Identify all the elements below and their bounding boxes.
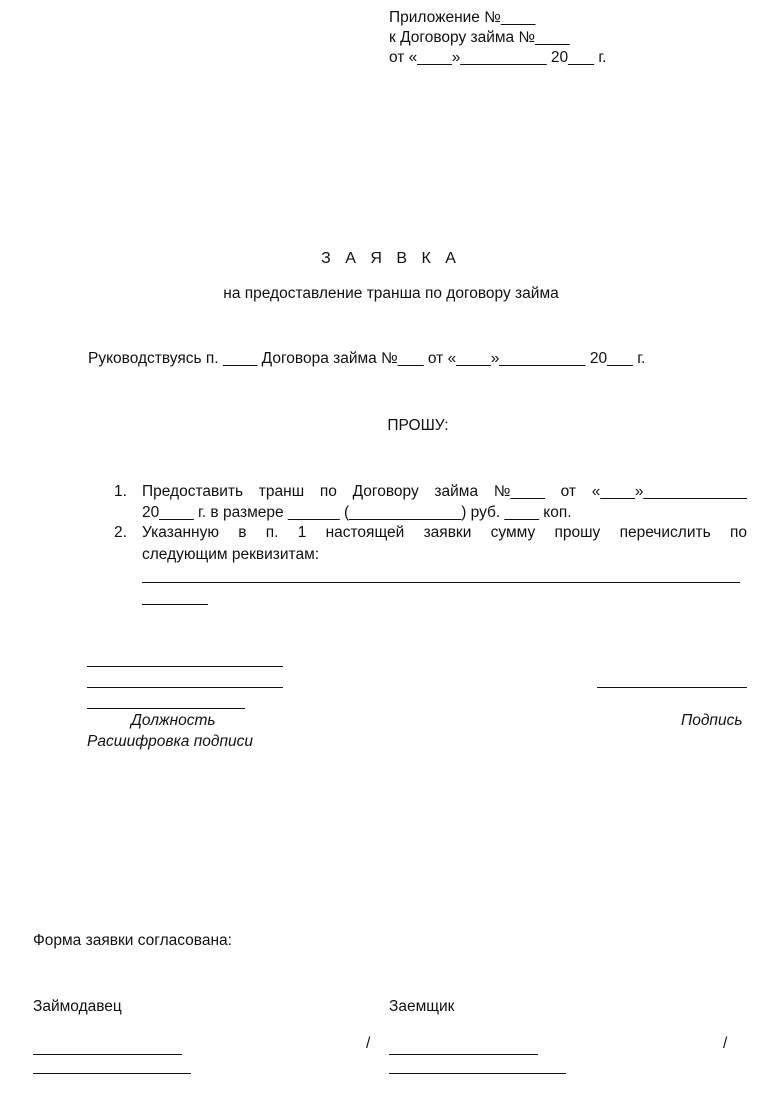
agreement-date: от «____»__________ 20___ г.: [389, 49, 607, 66]
loan-agreement-ref: к Договору займа №____: [389, 29, 570, 46]
requisites-line-1: [142, 582, 740, 583]
word: №____: [493, 483, 545, 500]
lender-signature-line: [33, 1054, 182, 1055]
word: транш: [258, 483, 305, 500]
word: настоящей: [325, 524, 405, 541]
borrower-slash: /: [723, 1035, 728, 1052]
appendix-number: Приложение №____: [389, 9, 536, 26]
word: 1: [297, 524, 307, 541]
word: «____»____________: [591, 483, 747, 500]
signature-blank-line-1: [87, 666, 283, 667]
lender-slash: /: [366, 1035, 371, 1052]
word: Договору: [352, 483, 419, 500]
borrower-signature-line: [389, 1054, 538, 1055]
signature-blank-line-2: [87, 687, 283, 688]
word: по: [729, 524, 747, 541]
request-heading: ПРОШУ:: [387, 417, 449, 434]
signature-blank-line-3: [87, 708, 245, 709]
word: по: [319, 483, 337, 500]
item-1-line-2: 20____ г. в размере ______ (_____________) руб. ____ коп.: [142, 504, 572, 521]
signature-line: [597, 687, 747, 688]
document-subtitle: на предоставление транша по договору займа: [223, 285, 559, 302]
form-agreed-label: Форма заявки согласована:: [33, 932, 232, 949]
signature-decoding-label: Расшифровка подписи: [87, 733, 253, 750]
item-1-line-1: [142, 483, 747, 501]
word: п.: [265, 524, 279, 541]
document-title: З А Я В К А: [321, 250, 461, 267]
word: в: [238, 524, 247, 541]
lender-label: Займодавец: [33, 998, 122, 1015]
item-2-line-2: следующим реквизитам:: [142, 546, 320, 563]
borrower-name-line: [389, 1073, 566, 1074]
item-2-number: 2.: [114, 524, 127, 541]
requisites-line-2: [142, 604, 208, 605]
word: Предоставить: [142, 483, 244, 500]
word: займа: [434, 483, 479, 500]
guided-by-clause: Руководствуясь п. ____ Договора займа №___ от «____»__________ 20___ г.: [88, 350, 646, 367]
word: сумму: [490, 524, 536, 541]
word: прошу: [554, 524, 601, 541]
word: перечислить: [619, 524, 711, 541]
item-1-number: 1.: [114, 483, 127, 500]
item-2-line-1: [142, 524, 747, 542]
signature-label: Подпись: [681, 712, 743, 729]
position-label: Должность: [131, 712, 216, 729]
word: от: [560, 483, 577, 500]
word: заявки: [423, 524, 472, 541]
lender-name-line: [33, 1073, 191, 1074]
word: Указанную: [142, 524, 219, 541]
borrower-label: Заемщик: [389, 998, 455, 1015]
